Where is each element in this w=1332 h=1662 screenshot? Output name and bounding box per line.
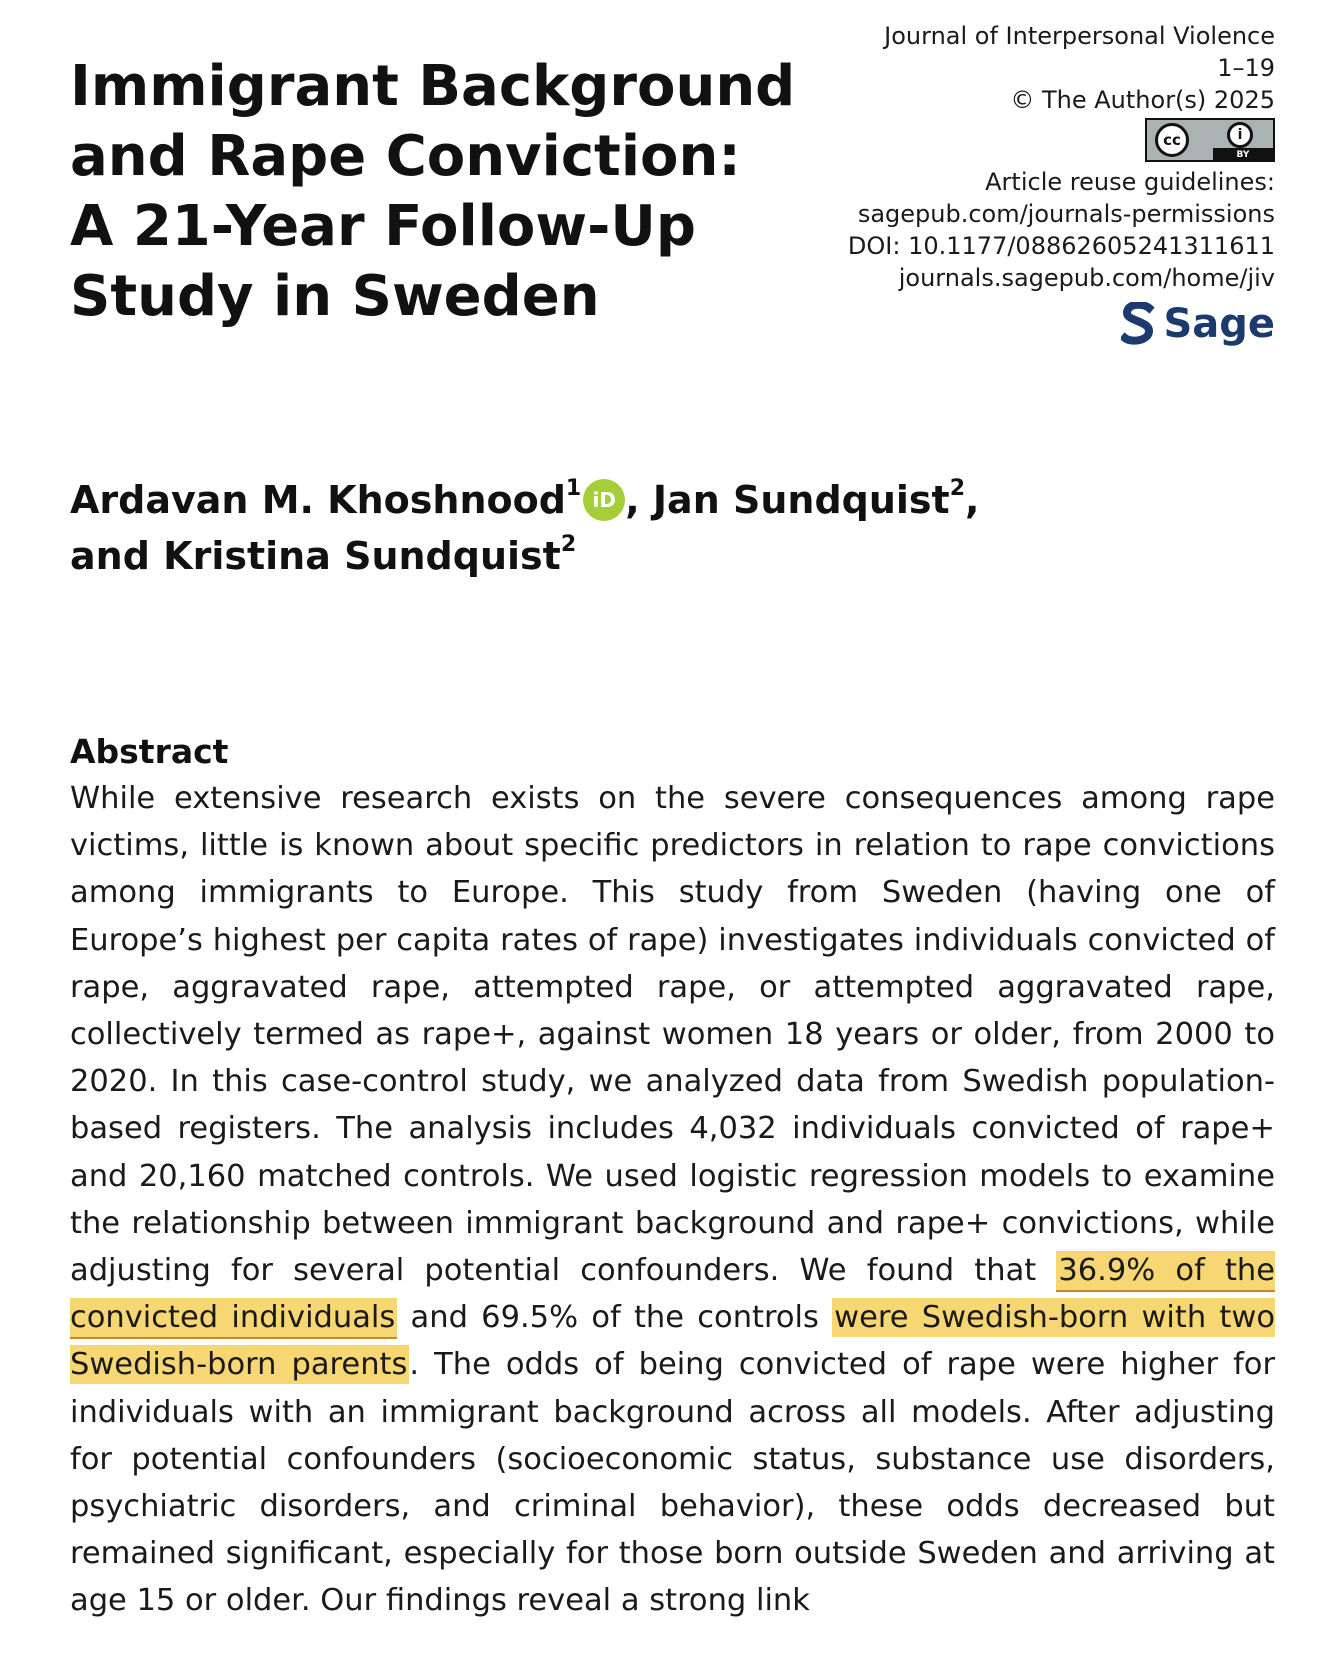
- license-by-label: BY: [1236, 150, 1250, 160]
- affiliation-mark: 2: [949, 476, 966, 502]
- highlighted-text[interactable]: were Swedish-born with two Swedish-born parents: [70, 1300, 1275, 1383]
- title-line: A 21-Year Follow-Up: [70, 194, 696, 259]
- author-name[interactable]: Kristina Sundquist: [163, 534, 561, 578]
- title-line: Immigrant Background: [70, 54, 796, 119]
- reuse-label: Article reuse guidelines:: [985, 168, 1275, 196]
- title-line: Study in Sweden: [70, 264, 600, 329]
- affiliation-mark: 1: [565, 476, 582, 502]
- copyright: © The Author(s) 2025: [1010, 86, 1275, 114]
- doi[interactable]: DOI: 10.1177/08862605241311611: [847, 232, 1275, 260]
- highlighted-text[interactable]: 36.9% of the convicted individuals: [70, 1251, 1275, 1339]
- author-name[interactable]: Jan Sundquist: [652, 478, 950, 522]
- cc-by-license-badge[interactable]: [1145, 118, 1275, 162]
- journal-metadata: [755, 20, 1275, 354]
- author-line-1: Ardavan M. Khoshnood$^1$ iD , Jan Sundquist$^2$,: [70, 476, 980, 522]
- page-range: 1–19: [1217, 54, 1275, 82]
- affiliation-mark: 2: [560, 532, 577, 558]
- publisher-name: Sage: [1163, 301, 1275, 347]
- license-row: [755, 116, 1275, 166]
- journal-home-link[interactable]: journals.sagepub.com/home/jiv: [898, 264, 1275, 292]
- abstract-text: While extensive research exists on the severe consequences among rape victims, little is known about specific predictors in relation to rape convictions among immigrants to Europe. This study from Sweden (having one of Europe’s highest per capita rates of rape) investigates individuals convicted of rape, aggravated rape, attempted rape, or attempted aggravated rape, collectively termed as rape+, against women 18 years or older, from 2000 to 2020. In this case-control study, we analyzed data from Swedish population-based registers. The analysis includes 4,032 individuals convicted of rape+ and 20,160 matched controls. We used logistic regression models to examine the relationship between immigrant background and rape+ convictions, while adjusting for several potential confounders. We found that 36.9% of the convicted individuals and 69.5% of the controls were Swedish-born with two Swedish-born parents. The odds of being convicted of rape were higher for individuals with an immigrant background across all models. After adjusting for potential confounders (socioeconomic status, substance use disorders, psychiatric disorders, and criminal behavior), these odds decreased but remained significant, especially for those born outside Sweden and arriving at age 15 or older. Our findings reveal a strong link: [70, 781, 1276, 1619]
- author-list: [70, 472, 1270, 584]
- permissions-link[interactable]: sagepub.com/journals-permissions: [857, 200, 1275, 228]
- title-line: and Rape Conviction:: [70, 124, 741, 189]
- journal-name: Journal of Interpersonal Violence: [884, 22, 1275, 50]
- abstract-heading: Abstract: [70, 732, 229, 771]
- sage-logo: [1121, 300, 1275, 348]
- author-name[interactable]: Ardavan M. Khoshnood: [70, 478, 566, 522]
- orcid-icon[interactable]: iD: [583, 479, 625, 521]
- attribution-icon: i: [1227, 122, 1253, 148]
- creative-commons-icon: cc: [1155, 123, 1189, 157]
- author-line-2: and Kristina Sundquist$^2$: [70, 532, 577, 578]
- article-title: [70, 52, 810, 332]
- sage-logo-icon: [1121, 302, 1155, 346]
